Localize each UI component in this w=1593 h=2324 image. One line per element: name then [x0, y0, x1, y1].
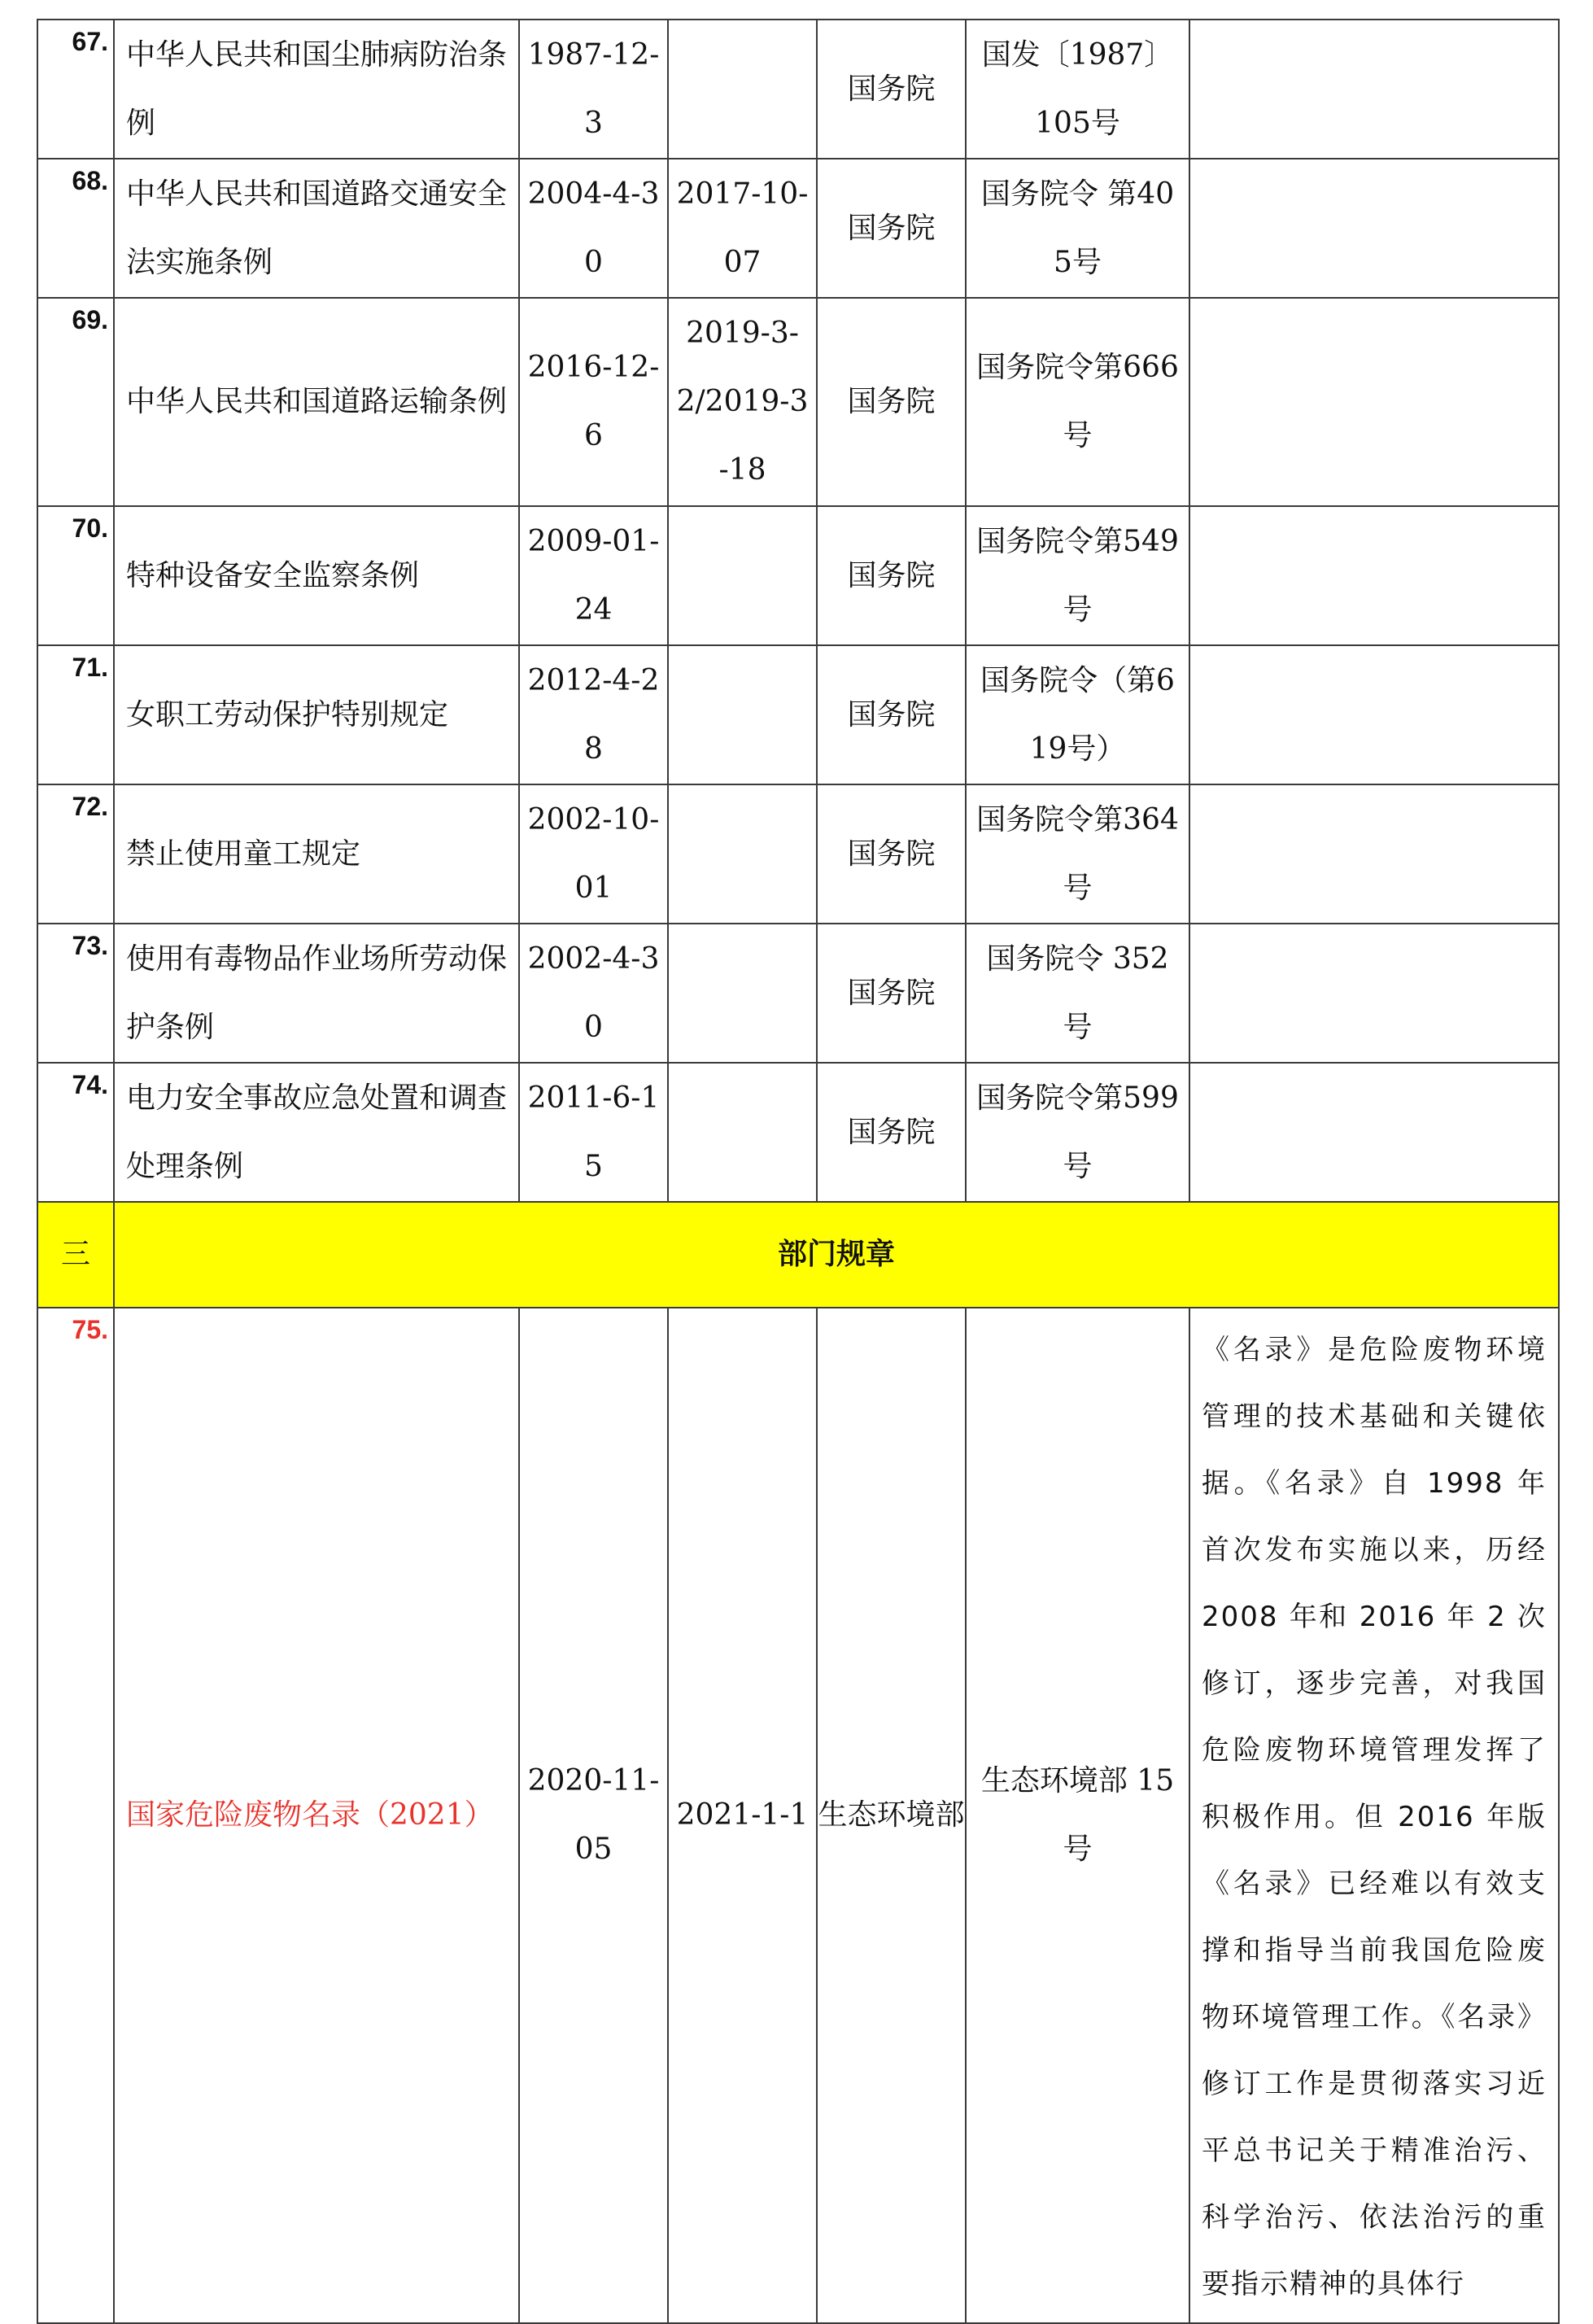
document-number: 生态环境部 15号: [966, 1308, 1189, 2323]
document-number: 国务院令第364号: [966, 784, 1189, 924]
issue-date: 2012-4-28: [519, 645, 668, 784]
row-number: 72.: [37, 784, 114, 924]
amend-date: [668, 1063, 817, 1202]
issuing-authority: 国务院: [817, 298, 966, 506]
section-title: 部门规章: [114, 1202, 1559, 1308]
issue-date: 2009-01-24: [519, 506, 668, 645]
regulation-name: 特种设备安全监察条例: [114, 506, 519, 645]
issue-date: 2020-11-05: [519, 1308, 668, 2323]
issue-date: 2002-4-30: [519, 924, 668, 1063]
issue-date: 2016-12-6: [519, 298, 668, 506]
amend-date: 2019-3-2/2019-3-18: [668, 298, 817, 506]
row-number: 68.: [37, 159, 114, 298]
issue-date: 2002-10-01: [519, 784, 668, 924]
amend-date: 2017-10-07: [668, 159, 817, 298]
row-number: 74.: [37, 1063, 114, 1202]
remarks: [1189, 298, 1559, 506]
table-row: [37, 645, 1559, 784]
amend-date: [668, 645, 817, 784]
regulation-name: 中华人民共和国尘肺病防治条例: [114, 20, 519, 159]
regulation-name: 电力安全事故应急处置和调查处理条例: [114, 1063, 519, 1202]
table-row: [37, 298, 1559, 506]
section-header-row: [37, 1202, 1559, 1308]
issuing-authority: 国务院: [817, 645, 966, 784]
regulation-name: 国家危险废物名录（2021）: [114, 1308, 519, 2323]
regulation-name: 中华人民共和国道路交通安全法实施条例: [114, 159, 519, 298]
row-number: 70.: [37, 506, 114, 645]
document-number: 国发〔1987〕105号: [966, 20, 1189, 159]
amend-date: 2021-1-1: [668, 1308, 817, 2323]
amend-date: [668, 506, 817, 645]
table-row: [37, 159, 1559, 298]
row-number: 75.: [37, 1308, 114, 2323]
document-number: 国务院令 第405号: [966, 159, 1189, 298]
regulation-name: 禁止使用童工规定: [114, 784, 519, 924]
table-row: [37, 784, 1559, 924]
remarks: [1189, 159, 1559, 298]
row-number: 69.: [37, 298, 114, 506]
document-number: 国务院令第599号: [966, 1063, 1189, 1202]
issuing-authority: 生态环境部: [817, 1308, 966, 2323]
remarks: [1189, 924, 1559, 1063]
amend-date: [668, 20, 817, 159]
document-number: 国务院令第549号: [966, 506, 1189, 645]
table-row: [37, 20, 1559, 159]
issue-date: 2011-6-15: [519, 1063, 668, 1202]
remarks: [1189, 20, 1559, 159]
document-number: 国务院令第666号: [966, 298, 1189, 506]
remarks: [1189, 645, 1559, 784]
row-number: 73.: [37, 924, 114, 1063]
table-row: [37, 924, 1559, 1063]
section-index: 三: [37, 1202, 114, 1308]
remarks: [1189, 784, 1559, 924]
issue-date: 2004-4-30: [519, 159, 668, 298]
issuing-authority: 国务院: [817, 506, 966, 645]
regulation-name: 使用有毒物品作业场所劳动保护条例: [114, 924, 519, 1063]
regulation-name: 女职工劳动保护特别规定: [114, 645, 519, 784]
remarks: 《名录》是危险废物环境管理的技术基础和关键依据。《名录》自 1998 年首次发布实施以来，历经 2008 年和 2016 年 2 次修订，逐步完善，对我国危险废物环境管理发挥了积极作用。但 2016 年版《名录》已经难以有效支撑和指导当前我国危险废物环境管理工作。《名录》修订工作是贯彻落实习近平总书记关于精准治污、科学治污、依法治污的重要指示精神的具体行: [1189, 1308, 1559, 2323]
row-number: 67.: [37, 20, 114, 159]
remarks: [1189, 1063, 1559, 1202]
document-number: 国务院令 352号: [966, 924, 1189, 1063]
regulation-name: 中华人民共和国道路运输条例: [114, 298, 519, 506]
issuing-authority: 国务院: [817, 784, 966, 924]
issuing-authority: 国务院: [817, 159, 966, 298]
amend-date: [668, 924, 817, 1063]
issuing-authority: 国务院: [817, 1063, 966, 1202]
issue-date: 1987-12-3: [519, 20, 668, 159]
remarks: [1189, 506, 1559, 645]
amend-date: [668, 784, 817, 924]
issuing-authority: 国务院: [817, 20, 966, 159]
table-row: [37, 506, 1559, 645]
row-number: 71.: [37, 645, 114, 784]
table-row-highlighted: [37, 1308, 1559, 2323]
regulations-table: [37, 19, 1560, 2324]
issuing-authority: 国务院: [817, 924, 966, 1063]
document-number: 国务院令（第619号）: [966, 645, 1189, 784]
table-row: [37, 1063, 1559, 1202]
